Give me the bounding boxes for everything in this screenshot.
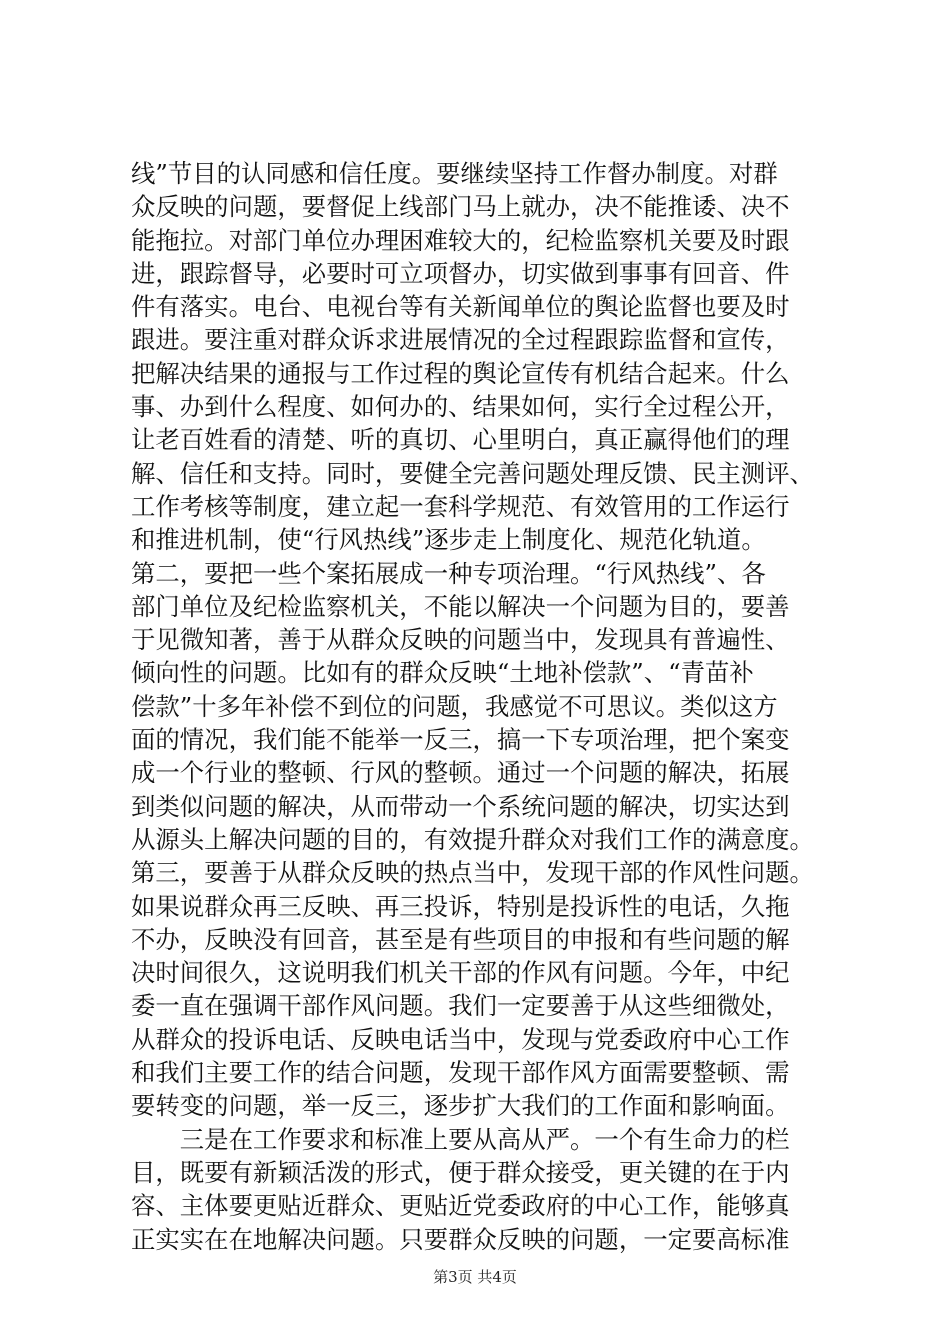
text-line: 三是在工作要求和标准上要从高从严。一个有生命力的栏	[131, 1124, 790, 1154]
text-line: 第三，要善于从群众反映的热点当中，发现干部的作风性问题。	[131, 858, 814, 888]
text-line: 偿款”十多年补偿不到位的问题，我感觉不可思议。类似这方	[131, 691, 778, 721]
text-line: 部门单位及纪检监察机关，不能以解决一个问题为目的，要善	[131, 591, 790, 621]
text-line: 跟进。要注重对群众诉求进展情况的全过程跟踪监督和宣传，	[131, 325, 790, 355]
text-line: 让老百姓看的清楚、听的真切、心里明白，真正赢得他们的理	[131, 425, 790, 455]
text-line: 工作考核等制度，建立起一套科学规范、有效管用的工作运行	[131, 491, 790, 521]
text-line: 成一个行业的整顿、行风的整顿。通过一个问题的解决，拓展	[131, 758, 790, 788]
text-line: 如果说群众再三反映、再三投诉，特别是投诉性的电话，久拖	[131, 891, 790, 921]
body-text	[131, 157, 831, 1256]
text-line: 从源头上解决问题的目的，有效提升群众对我们工作的满意度。	[131, 824, 814, 854]
text-line: 委一直在强调干部作风问题。我们一定要善于从这些细微处，	[131, 991, 790, 1021]
text-line: 和推进机制，使“行风热线”逐步走上制度化、规范化轨道。	[131, 525, 766, 555]
text-line: 不办，反映没有回音，甚至是有些项目的申报和有些问题的解	[131, 924, 790, 954]
text-line: 众反映的问题，要督促上线部门马上就办，决不能推诿、决不	[131, 192, 790, 222]
text-line: 线”节目的认同感和信任度。要继续坚持工作督办制度。对群	[131, 159, 778, 188]
text-line: 面的情况，我们能不能举一反三，搞一下专项治理，把个案变	[131, 725, 790, 755]
text-line: 倾向性的问题。比如有的群众反映“土地补偿款”、“青苗补	[131, 658, 754, 688]
text-line: 能拖拉。对部门单位办理困难较大的，纪检监察机关要及时跟	[131, 225, 790, 255]
text-line: 把解决结果的通报与工作过程的舆论宣传有机结合起来。什么	[131, 358, 790, 388]
text-line: 于见微知著，善于从群众反映的问题当中，发现具有普遍性、	[131, 625, 790, 655]
text-line: 第二，要把一些个案拓展成一种专项治理。“行风热线”、各	[131, 558, 766, 588]
text-line: 和我们主要工作的结合问题，发现干部作风方面需要整顿、需	[131, 1058, 790, 1088]
text-line: 事、办到什么程度、如何办的、结果如何，实行全过程公开，	[131, 392, 790, 422]
text-line: 要转变的问题，举一反三，逐步扩大我们的工作面和影响面。	[131, 1091, 790, 1121]
text-line: 到类似问题的解决，从而带动一个系统问题的解决，切实达到	[131, 791, 790, 821]
text-line: 决时间很久，这说明我们机关干部的作风有问题。今年，中纪	[131, 958, 790, 988]
text-line: 从群众的投诉电话、反映电话当中，发现与党委政府中心工作	[131, 1024, 790, 1054]
text-line: 件有落实。电台、电视台等有关新闻单位的舆论监督也要及时	[131, 292, 790, 322]
text-line: 解、信任和支持。同时，要健全完善问题处理反馈、民主测评、	[131, 458, 814, 488]
text-line: 容、主体要更贴近群众、更贴近党委政府的中心工作，能够真	[131, 1191, 790, 1221]
text-line: 目，既要有新颖活泼的形式，便于群众接受，更关键的在于内	[131, 1157, 790, 1187]
text-line: 进，跟踪督导，必要时可立项督办，切实做到事事有回音、件	[131, 258, 790, 288]
text-line: 正实实在在地解决问题。只要群众反映的问题，一定要高标准	[131, 1224, 790, 1254]
page-footer: 第3页 共4页	[433, 1268, 517, 1286]
